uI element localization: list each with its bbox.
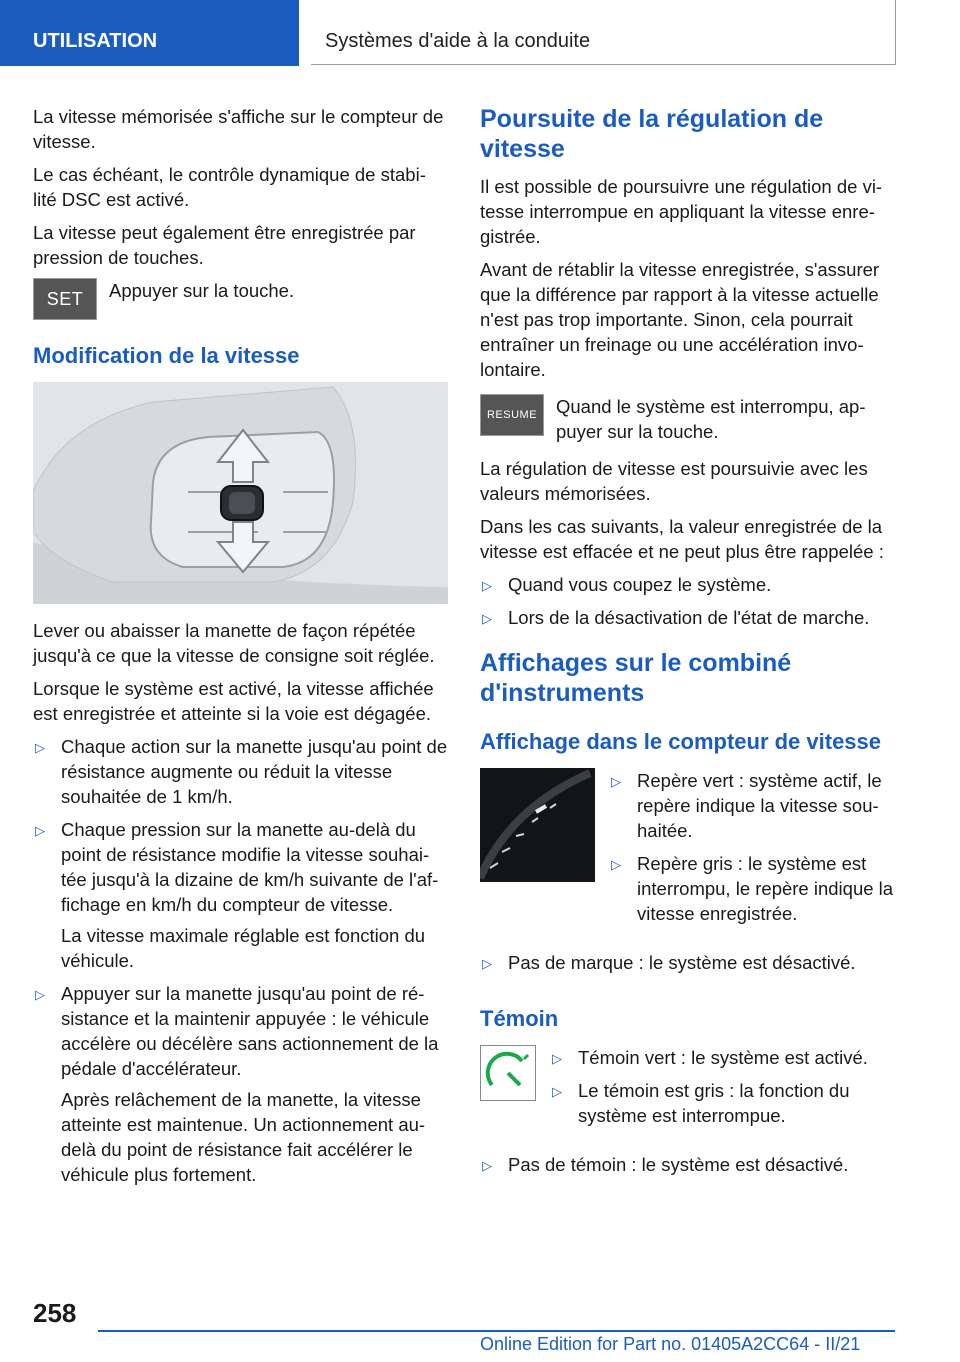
header-section-tab [0, 0, 299, 66]
paragraph: La vitesse peut également être enregistrée par pression de touches. [33, 222, 416, 268]
cruise-control-gauge-icon [480, 1045, 536, 1101]
list-item: ▷ Quand vous coupez le système. [480, 572, 898, 597]
triangle-right-icon: ▷ [611, 857, 621, 872]
list-item: ▷ Repère vert : système actif, le repère indique la vitesse sou-haitée. [611, 770, 882, 841]
paragraph: Le cas échéant, le contrôle dynamique de stabi-lité DSC est activé. [33, 164, 426, 210]
triangle-right-icon: ▷ [482, 611, 492, 626]
list-item: ▷ Lors de la désactivation de l'état de marche. [480, 605, 898, 630]
paragraph: Il est possible de poursuivre une régulation de vi-tesse interrompue en appliquant la vitesse enre-gistrée. [480, 176, 883, 247]
set-key-instruction [33, 278, 448, 320]
heading-modification: Modification de la vitesse [33, 343, 300, 368]
list-item: ▷ Le témoin est gris : la fonction du système est interrompue. [552, 1080, 850, 1126]
header-chapter-label: Systèmes d'aide à la conduite [325, 30, 591, 52]
paragraph: Lever ou abaisser la manette de façon répétée jusqu'à ce que la vitesse de consigne soit réglée. [33, 620, 435, 666]
steering-wheel-rocker-icon [33, 382, 448, 604]
left-column [33, 104, 448, 1195]
list-item: ▷ Pas de témoin : le système est désactivé. [480, 1152, 898, 1177]
list-item: ▷ Appuyer sur la manette jusqu'au point de ré-sistance et la maintenir appuyée : le véhicule accélère ou décélère sans actionnement de la pédale d'accélérateur. Après relâchement de la manette, la vitesse atteinte est maintenue. Un actionnement au-delà du point de résistance fait accélérer le véhicule plus fortement. [33, 981, 448, 1187]
temoin-list [550, 1045, 898, 1136]
list-item: ▷ Témoin vert : le système est activé. [550, 1045, 898, 1070]
resume-key-instruction [480, 394, 898, 444]
list-item-note: Après relâchement de la manette, la vitesse atteinte est maintenue. Un actionnement au-delà du point de résistance fait accélérer le véhicule plus fortement. [61, 1089, 426, 1185]
steering-wheel-image [33, 382, 448, 604]
heading-poursuite: Poursuite de la régulation de vitesse [480, 105, 824, 163]
edition-info: Online Edition for Part no. 01405A2CC64 - II/21 [480, 1334, 861, 1354]
triangle-right-icon: ▷ [482, 956, 492, 971]
list-item: ▷ Chaque pression sur la manette au-delà du point de résistance modifie la vitesse souhai-tée jusqu'à la dizaine de km/h suivante de l'af-fichage en km/h du compteur de vitesse. La vitesse maximale réglable est fonction du véhicule. [33, 817, 448, 973]
heading-affichages: Affichages sur le combiné d'instruments [480, 649, 792, 707]
compteur-display-block [480, 768, 898, 942]
triangle-right-icon: ▷ [35, 823, 45, 838]
set-key-text: Appuyer sur la touche. [109, 280, 295, 301]
page-number: 258 [33, 1298, 77, 1328]
set-key-icon: SET [33, 278, 97, 320]
paragraph: Lorsque le système est activé, la vitesse affichée est enregistrée et atteinte si la voie est dégagée. [33, 678, 434, 724]
speedometer-marker-icon [480, 768, 595, 882]
paragraph: La régulation de vitesse est poursuivie avec les valeurs mémorisées. [480, 458, 868, 504]
modification-list [33, 734, 448, 1187]
list-item: ▷ Repère gris : le système est interrompu, le repère indique la vitesse enregistrée. [611, 853, 894, 924]
list-item: ▷ Pas de marque : le système est désactivé. [480, 950, 898, 975]
paragraph: Dans les cas suivants, la valeur enregistrée de la vitesse est effacée et ne peut plus être rappelée : [480, 516, 884, 562]
list-item: ▷ Chaque action sur la manette jusqu'au point de résistance augmente ou réduit la vitesse souhaitée de 1 km/h. [35, 736, 448, 807]
resume-key-text: Quand le système est interrompu, ap-puyer sur la touche. [556, 396, 866, 442]
heading-temoin: Témoin [480, 1006, 559, 1031]
triangle-right-icon: ▷ [35, 740, 45, 755]
temoin-block [480, 1045, 898, 1144]
paragraph: La vitesse mémorisée s'affiche sur le compteur de vitesse. [33, 106, 444, 152]
temoin-list-extra [480, 1152, 898, 1177]
resume-key-icon: RESUME [480, 394, 544, 436]
triangle-right-icon: ▷ [611, 774, 621, 789]
triangle-right-icon: ▷ [482, 1158, 492, 1173]
paragraph: Avant de rétablir la vitesse enregistrée, s'assurer que la différence par rapport à la vitesse actuelle n'est pas trop importante. Sinon, cela pourrait entraîner un freinage ou une accélération invo-lontaire. [480, 259, 880, 380]
header-chapter [311, 0, 896, 65]
triangle-right-icon: ▷ [552, 1051, 562, 1066]
footer-divider [98, 1330, 895, 1332]
compteur-list-extra [480, 950, 898, 975]
triangle-right-icon: ▷ [482, 578, 492, 593]
list-item-note: La vitesse maximale réglable est fonction du véhicule. [61, 925, 426, 971]
reset-conditions-list [480, 572, 898, 630]
triangle-right-icon: ▷ [552, 1084, 562, 1099]
right-column [480, 104, 898, 1185]
header-section-label: UTILISATION [33, 30, 158, 52]
heading-compteur: Affichage dans le compteur de vitesse [480, 729, 882, 754]
triangle-right-icon: ▷ [35, 987, 45, 1002]
compteur-list [609, 768, 898, 934]
